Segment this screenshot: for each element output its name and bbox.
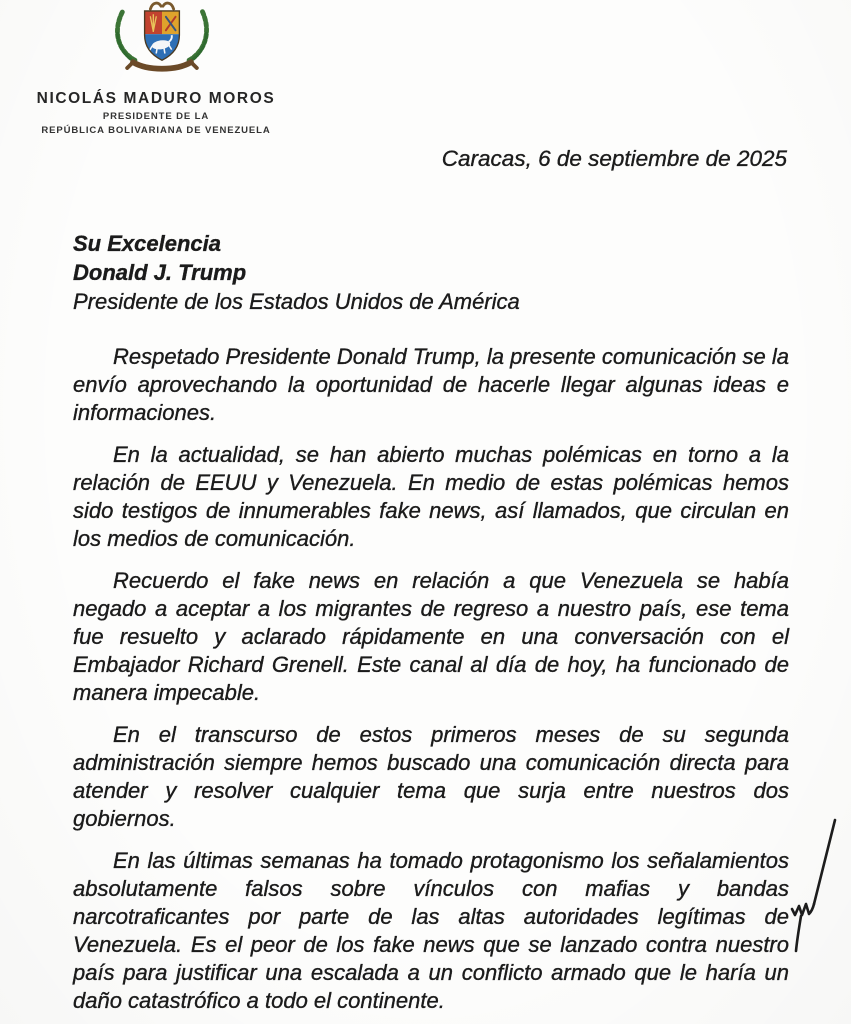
paragraph-2: En la actualidad, se han abierto muchas polémicas en torno a la relación de EEUU y Venezuela. En medio de estas polémicas hemos sido testigos de innumerables fake news, así llamados, que circulan en los medios de comunicación. xyxy=(73,442,789,551)
paragraph-1: Respetado Presidente Donald Trump, la presente comunicación se la envío aprovechando la oportunidad de hacerle llegar algunas ideas e informaciones. xyxy=(73,344,789,425)
letterhead xyxy=(6,0,306,136)
letterhead-name: NICOLÁS MADURO MOROS xyxy=(36,90,276,107)
recipient-title: Presidente de los Estados Unidos de América xyxy=(73,289,520,314)
recipient-block xyxy=(73,229,789,316)
letterhead-title-line1: PRESIDENTE DE LA xyxy=(102,111,210,122)
paragraph-3: Recuerdo el fake news en relación a que Venezuela se había negado a aceptar a los migrantes de regreso a nuestro país, ese tema fue resuelto y aclarado rápidamente en una conversación con el Embajador Richard Grenell. Este canal al día de hoy, ha funcionado de manera impecable. xyxy=(73,568,789,705)
recipient-name: Donald J. Trump xyxy=(73,260,247,285)
recipient-salutation: Su Excelencia xyxy=(73,231,221,256)
paragraph-4: En el transcurso de estos primeros meses de su segunda administración siempre hemos buscado una comunicación directa para atender y resolver cualquier tema que surja entre nuestros dos gobiernos. xyxy=(73,722,789,831)
dateline: Caracas, 6 de septiembre de 2025 xyxy=(441,146,787,171)
venezuela-coat-of-arms-icon xyxy=(104,0,220,78)
letter-body xyxy=(73,229,789,1015)
letterhead-title-line2: REPÚBLICA BOLIVARIANA DE VENEZUELA xyxy=(41,125,271,136)
paragraph-5: En las últimas semanas ha tomado protagonismo los señalamientos absolutamente falsos sobre vínculos con mafias y bandas narcotraficantes por parte de las altas autoridades legítimas de Venezuela. Es el peor de los fake news que se lanzado contra nuestro país para justificar una escalada a un conflicto armado que le haría un daño catastrófico a todo el continente. xyxy=(73,848,789,1013)
handwritten-pen-mark xyxy=(789,812,847,970)
